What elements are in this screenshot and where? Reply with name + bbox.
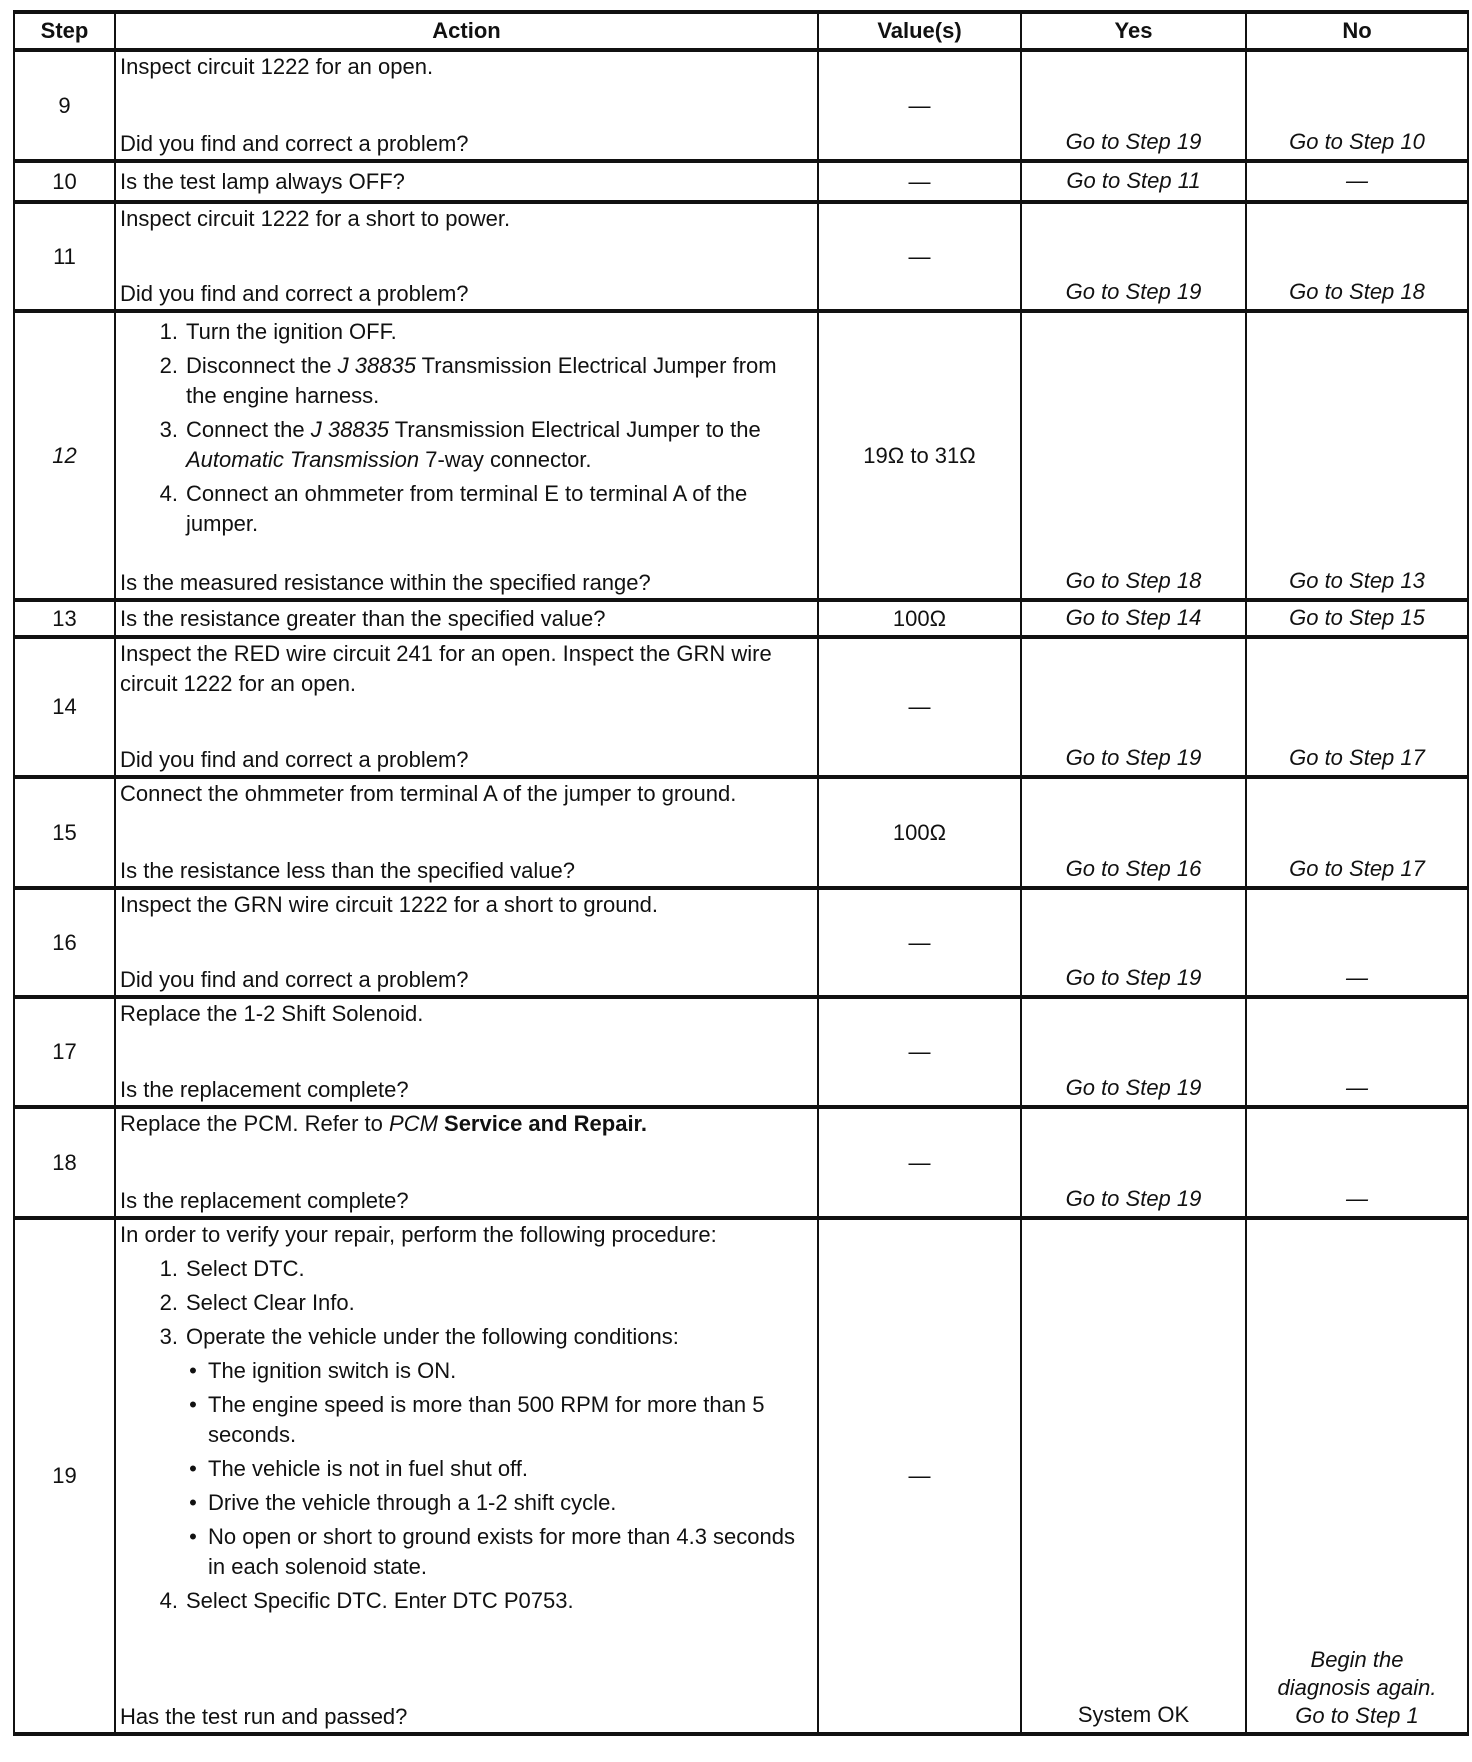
no-result: Go to Step 17 xyxy=(1246,637,1468,777)
action-cell xyxy=(115,311,818,600)
yes-result: Go to Step 19 xyxy=(1021,997,1246,1107)
action-question: Is the measured resistance within the specified range? xyxy=(120,570,651,595)
step-list-text xyxy=(186,479,811,539)
instruction-paragraph xyxy=(120,639,811,699)
action-cell xyxy=(115,600,818,637)
condition-text xyxy=(208,1390,811,1450)
condition-text xyxy=(208,1454,528,1484)
action-content xyxy=(120,639,811,775)
action-instructions xyxy=(120,1220,811,1616)
table-row xyxy=(14,161,1468,202)
action-cell xyxy=(115,888,818,997)
yes-result: Go to Step 11 xyxy=(1021,161,1246,202)
bullet-icon: • xyxy=(189,1524,197,1549)
action-cell xyxy=(115,161,818,202)
header-yes: Yes xyxy=(1021,12,1246,50)
action-content xyxy=(120,1220,811,1732)
instruction-paragraph xyxy=(120,1109,811,1139)
action-question: Has the test run and passed? xyxy=(120,1704,408,1729)
yes-result: Go to Step 19 xyxy=(1021,888,1246,997)
text-segment: Transmission Electrical Jumper to the xyxy=(389,417,761,442)
step-number: 12 xyxy=(14,311,115,600)
action-instructions xyxy=(120,52,811,82)
action-content xyxy=(120,602,811,635)
value-cell: — xyxy=(818,161,1021,202)
instruction-paragraph xyxy=(120,52,811,82)
step-list-number: 3. xyxy=(159,417,178,442)
action-question: Is the test lamp always OFF? xyxy=(120,168,405,194)
bullet-icon: • xyxy=(189,1392,197,1417)
table-row xyxy=(14,777,1468,888)
value-cell: — xyxy=(818,50,1021,161)
header-values: Value(s) xyxy=(818,12,1021,50)
text-segment: Operate the vehicle under the following conditions: xyxy=(186,1324,679,1349)
table-row xyxy=(14,888,1468,997)
instruction-paragraph xyxy=(120,1220,811,1250)
text-segment: Drive the vehicle through a 1-2 shift cycle. xyxy=(208,1490,617,1515)
numbered-step xyxy=(120,351,811,411)
action-content xyxy=(120,999,811,1105)
numbered-step xyxy=(120,1288,811,1318)
step-number: 17 xyxy=(14,997,115,1107)
action-content xyxy=(120,779,811,886)
no-result: — xyxy=(1246,161,1468,202)
yes-result: Go to Step 19 xyxy=(1021,1107,1246,1218)
value-cell: — xyxy=(818,637,1021,777)
action-instructions xyxy=(120,1109,811,1139)
bullet-condition xyxy=(120,1522,811,1582)
step-number: 13 xyxy=(14,600,115,637)
bullet-icon: • xyxy=(189,1490,197,1515)
step-list-text xyxy=(186,415,811,475)
value-cell: — xyxy=(818,1218,1021,1734)
step-list-number: 2. xyxy=(159,353,178,378)
no-result: Begin the diagnosis again. Go to Step 1 xyxy=(1246,1218,1468,1734)
action-instructions xyxy=(120,639,811,699)
text-segment: Replace the 1-2 Shift Solenoid. xyxy=(120,1001,424,1026)
action-question: Did you find and correct a problem? xyxy=(120,967,469,992)
text-segment: Turn the ignition OFF. xyxy=(186,319,397,344)
value-cell: — xyxy=(818,1107,1021,1218)
action-question: Did you find and correct a problem? xyxy=(120,131,469,156)
no-result: Go to Step 17 xyxy=(1246,777,1468,888)
text-segment: Select Specific DTC. Enter DTC P0753. xyxy=(186,1588,574,1613)
text-segment: Inspect the GRN wire circuit 1222 for a short to ground. xyxy=(120,892,659,917)
table-row xyxy=(14,1218,1468,1734)
no-result: — xyxy=(1246,1107,1468,1218)
step-number: 11 xyxy=(14,202,115,311)
bullet-icon: • xyxy=(189,1358,197,1383)
diagnostic-table xyxy=(13,10,1469,1736)
value-cell: — xyxy=(818,888,1021,997)
no-result: Go to Step 13 xyxy=(1246,311,1468,600)
action-content xyxy=(120,52,811,159)
action-cell xyxy=(115,202,818,311)
text-segment: Inspect the RED wire circuit 241 for an open. Inspect the GRN wire circuit 1222 for an open. xyxy=(120,641,772,696)
text-segment: Connect the ohmmeter from terminal A of the jumper to ground. xyxy=(120,781,737,806)
table-row xyxy=(14,997,1468,1107)
step-list-number: 4. xyxy=(159,481,178,506)
text-segment: Connect the xyxy=(186,417,311,442)
table-row xyxy=(14,202,1468,311)
no-result: — xyxy=(1246,888,1468,997)
action-instructions xyxy=(120,890,811,920)
action-content xyxy=(120,1109,811,1216)
instruction-paragraph xyxy=(120,779,811,809)
text-segment: The vehicle is not in fuel shut off. xyxy=(208,1456,528,1481)
value-cell: — xyxy=(818,202,1021,311)
yes-result: Go to Step 19 xyxy=(1021,202,1246,311)
bullet-condition xyxy=(120,1356,811,1386)
action-question: Is the resistance greater than the specified value? xyxy=(120,605,606,631)
step-number: 18 xyxy=(14,1107,115,1218)
step-number: 10 xyxy=(14,161,115,202)
action-instructions xyxy=(120,204,811,234)
action-question: Is the resistance less than the specified value? xyxy=(120,858,575,883)
action-instructions xyxy=(120,313,811,539)
header-step: Step xyxy=(14,12,115,50)
condition-text xyxy=(208,1488,616,1518)
text-segment: Inspect circuit 1222 for a short to power. xyxy=(120,206,511,231)
step-list-text xyxy=(186,351,811,411)
step-list-number: 1. xyxy=(159,1256,178,1281)
table-row xyxy=(14,311,1468,600)
yes-result: System OK xyxy=(1021,1218,1246,1734)
no-result: Go to Step 15 xyxy=(1246,600,1468,637)
table-row xyxy=(14,600,1468,637)
text-segment: 7-way connector. xyxy=(419,447,592,472)
step-number: 14 xyxy=(14,637,115,777)
numbered-step xyxy=(120,1254,811,1284)
text-segment: Inspect circuit 1222 for an open. xyxy=(120,54,434,79)
action-content xyxy=(120,890,811,995)
instruction-paragraph xyxy=(120,999,811,1029)
text-segment: The engine speed is more than 500 RPM for more than 5 seconds. xyxy=(208,1392,765,1447)
header-no: No xyxy=(1246,12,1468,50)
header-action: Action xyxy=(115,12,818,50)
action-cell xyxy=(115,997,818,1107)
table-row xyxy=(14,637,1468,777)
action-cell xyxy=(115,50,818,161)
table-row xyxy=(14,50,1468,161)
step-list-number: 2. xyxy=(159,1290,178,1315)
step-number: 19 xyxy=(14,1218,115,1734)
numbered-step xyxy=(120,479,811,539)
action-instructions xyxy=(120,999,811,1029)
action-question: Did you find and correct a problem? xyxy=(120,281,469,306)
action-content xyxy=(120,204,811,309)
bullet-condition xyxy=(120,1454,811,1484)
step-number: 16 xyxy=(14,888,115,997)
instruction-paragraph xyxy=(120,204,811,234)
step-number: 15 xyxy=(14,777,115,888)
action-question: Is the replacement complete? xyxy=(120,1188,409,1213)
value-cell: — xyxy=(818,997,1021,1107)
action-question: Did you find and correct a problem? xyxy=(120,747,469,772)
text-segment: Disconnect the xyxy=(186,353,338,378)
text-segment: In order to verify your repair, perform the following procedure: xyxy=(120,1222,717,1247)
action-content xyxy=(120,313,811,598)
step-list-text xyxy=(186,1322,679,1352)
text-segment: No open or short to ground exists for more than 4.3 seconds in each solenoid state. xyxy=(208,1524,795,1579)
text-segment: Automatic Transmission xyxy=(186,447,420,472)
numbered-step xyxy=(120,415,811,475)
no-result: Go to Step 10 xyxy=(1246,50,1468,161)
step-list-number: 4. xyxy=(159,1588,178,1613)
yes-result: Go to Step 19 xyxy=(1021,637,1246,777)
action-question: Is the replacement complete? xyxy=(120,1077,409,1102)
yes-result: Go to Step 14 xyxy=(1021,600,1246,637)
condition-text xyxy=(208,1522,811,1582)
table-row xyxy=(14,1107,1468,1218)
text-segment: Service and Repair. xyxy=(437,1111,648,1136)
numbered-step xyxy=(120,1586,811,1616)
yes-result: Go to Step 19 xyxy=(1021,50,1246,161)
no-result: Go to Step 18 xyxy=(1246,202,1468,311)
bullet-condition xyxy=(120,1390,811,1450)
bullet-icon: • xyxy=(189,1456,197,1481)
yes-result: Go to Step 18 xyxy=(1021,311,1246,600)
text-segment: The ignition switch is ON. xyxy=(208,1358,457,1383)
yes-result: Go to Step 16 xyxy=(1021,777,1246,888)
action-cell xyxy=(115,777,818,888)
step-list-number: 1. xyxy=(159,319,178,344)
text-segment: Replace the PCM. Refer to xyxy=(120,1111,390,1136)
value-cell: 19Ω to 31Ω xyxy=(818,311,1021,600)
text-segment: J 38835 xyxy=(337,353,416,378)
step-list-number: 3. xyxy=(159,1324,178,1349)
value-cell: 100Ω xyxy=(818,777,1021,888)
action-cell xyxy=(115,1107,818,1218)
action-content xyxy=(120,163,811,200)
text-segment: Select Clear Info. xyxy=(186,1290,355,1315)
bullet-condition xyxy=(120,1488,811,1518)
action-instructions xyxy=(120,779,811,809)
value-cell: 100Ω xyxy=(818,600,1021,637)
text-segment: Select DTC. xyxy=(186,1256,305,1281)
text-segment: J 38835 xyxy=(310,417,390,442)
step-list-text xyxy=(186,1288,355,1318)
step-number: 9 xyxy=(14,50,115,161)
condition-text xyxy=(208,1356,456,1386)
header-row xyxy=(14,12,1468,50)
action-cell xyxy=(115,1218,818,1734)
step-list-text xyxy=(186,1586,574,1616)
step-list-text xyxy=(186,317,397,347)
numbered-step xyxy=(120,317,811,347)
numbered-step xyxy=(120,1322,811,1352)
step-list-text xyxy=(186,1254,305,1284)
text-segment: PCM xyxy=(389,1111,438,1136)
action-cell xyxy=(115,637,818,777)
no-result: — xyxy=(1246,997,1468,1107)
text-segment: Transmission Electrical Jumper from the engine harness. xyxy=(186,353,777,408)
text-segment: Connect an ohmmeter from terminal E to terminal A of the jumper. xyxy=(186,481,748,536)
instruction-paragraph xyxy=(120,890,811,920)
